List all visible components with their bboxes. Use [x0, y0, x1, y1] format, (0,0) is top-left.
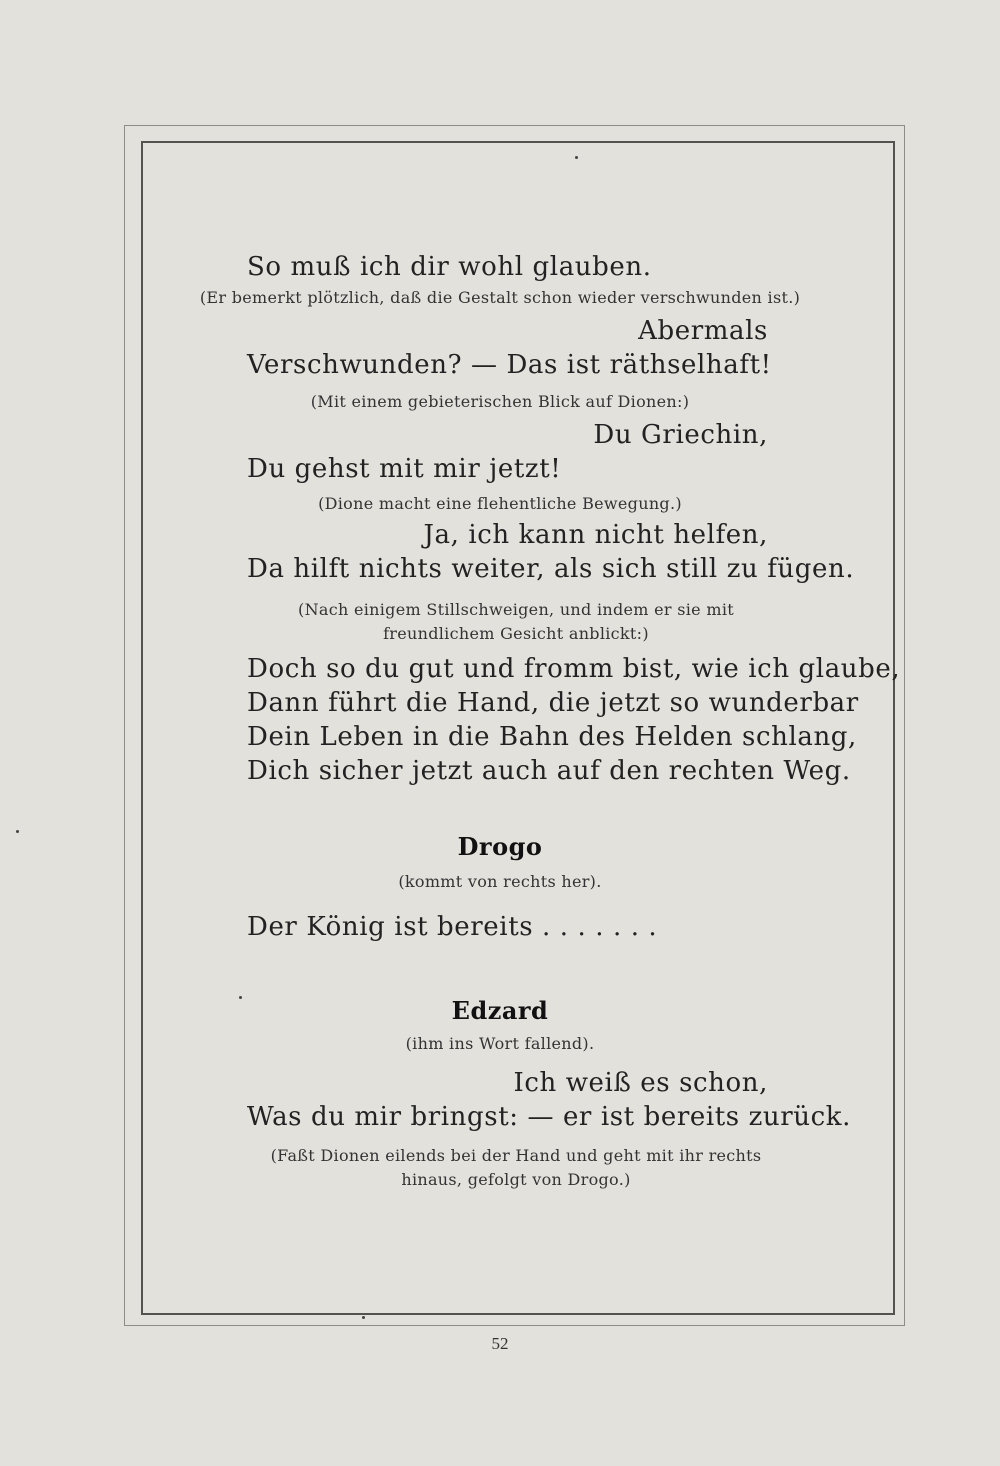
stage-direction: (Faßt Dionen eilends bei der Hand und geht mit ihr rechts hinaus, gefolgt von Drogo.)	[270, 1146, 762, 1189]
paper-speck	[362, 1316, 365, 1319]
verse-line: So muß ich dir wohl glauben.	[247, 252, 652, 282]
stage-direction: (Dione macht eine flehentliche Bewegung.)	[318, 494, 682, 513]
verse-line: Dein Leben in die Bahn des Helden schlang,	[247, 722, 857, 752]
stage-direction: (kommt von rechts her).	[398, 872, 602, 891]
verse-line: Dann führt die Hand, die jetzt so wunderbar	[247, 688, 859, 718]
stage-direction: (Mit einem gebieterischen Blick auf Dionen:)	[310, 392, 690, 411]
stage-direction: (ihm ins Wort fallend).	[405, 1034, 595, 1053]
verse-line: Ja, ich kann nicht helfen,	[423, 520, 768, 550]
verse-line: Abermals	[638, 316, 768, 346]
verse-line: Du gehst mit mir jetzt!	[247, 454, 562, 484]
verse-line: Ich weiß es schon,	[513, 1068, 768, 1098]
paper-speck	[239, 996, 242, 999]
verse-line: Verschwunden? — Das ist räthselhaft!	[247, 350, 772, 380]
paper-speck	[16, 830, 19, 833]
verse-line: Doch so du gut und fromm bist, wie ich glaube,	[247, 654, 901, 684]
speaker-name: Drogo	[457, 832, 543, 861]
speaker-name: Edzard	[451, 996, 549, 1025]
verse-line: Da hilft nichts weiter, als sich still zu fügen.	[247, 554, 855, 584]
verse-line: Was du mir bringst: — er ist bereits zurück.	[247, 1102, 852, 1132]
verse-line: Dich sicher jetzt auch auf den rechten Weg.	[247, 756, 851, 786]
paper-speck	[575, 156, 578, 159]
stage-direction: (Nach einigem Stillschweigen, und indem er sie mit freundlichem Gesicht anblickt:)	[298, 600, 734, 643]
verse-line: Der König ist bereits . . . . . . .	[247, 912, 658, 942]
page-number: 52	[491, 1334, 509, 1353]
stage-direction: (Er bemerkt plötzlich, daß die Gestalt schon wieder verschwunden ist.)	[199, 288, 801, 307]
verse-line: Du Griechin,	[593, 420, 768, 450]
